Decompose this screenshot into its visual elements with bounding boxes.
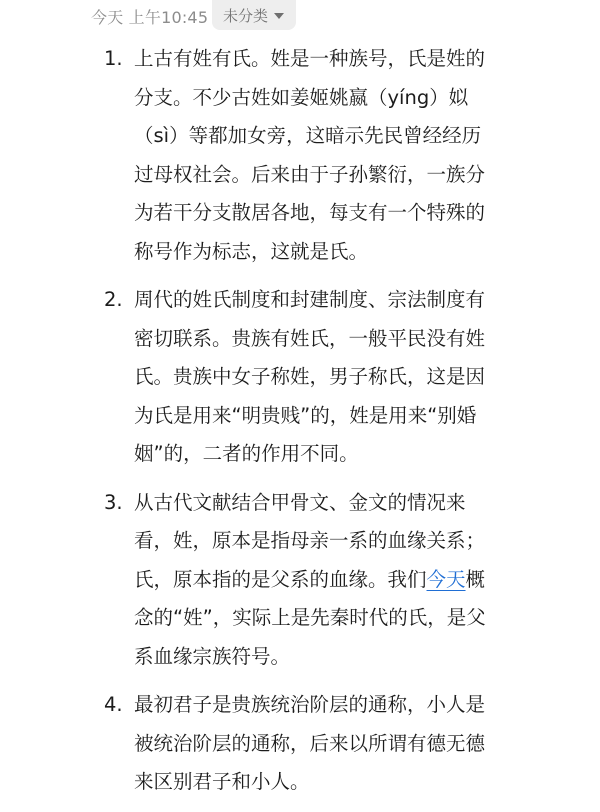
category-dropdown[interactable] xyxy=(212,0,296,30)
list-item[interactable] xyxy=(0,40,600,271)
list-item-text: 周代的姓氏制度和封建制度、宗法制度有密切联系。贵族有姓氏，一般平民没有姓氏。贵族中女子称姓，男子称氏，这是因为氏是用来“明贵贱”的，姓是用来“别婚姻”的，二者的作用不同。 xyxy=(134,288,486,465)
numbered-list xyxy=(0,40,600,812)
caret-down-icon xyxy=(274,13,284,19)
note-timestamp: 今天 上午10:45 xyxy=(91,8,209,27)
list-item[interactable] xyxy=(0,686,600,802)
note-header xyxy=(0,0,600,32)
list-item-text: 上古有姓有氏。姓是一种族号，氏是姓的分支。不少古姓如姜姬姚嬴（yíng）姒（sì）等都加女旁，这暗示先民曾经经历过母权社会。后来由于子孙繁衍，一族分为若干分支散居各地，每支有一个特殊的称号作为标志，这就是氏。 xyxy=(134,47,486,263)
list-item-number: 4. xyxy=(104,693,123,716)
today-link[interactable]: 今天 xyxy=(426,567,466,591)
list-item-text-after-link: 概念的“姓”，实际上是先秦时代的氏，是父系血缘宗族符号。 xyxy=(134,567,486,668)
list-item-text-before-link: 从古代文献结合甲骨文、金文的情况来看，姓，原本是指母亲一系的血缘关系；氏，原本指的是父系的血缘。我们 xyxy=(134,490,486,591)
list-item-number: 2. xyxy=(104,288,123,311)
list-item[interactable] xyxy=(0,281,600,474)
category-label: 未分类 xyxy=(223,6,269,25)
list-item-text xyxy=(134,484,499,677)
list-item-text: 最初君子是贵族统治阶层的通称，小人是被统治阶层的通称，后来以所谓有德无德来区别君子和小人。 xyxy=(134,693,486,793)
list-item-number: 1. xyxy=(104,47,123,70)
list-item-number: 3. xyxy=(104,490,123,514)
list-item[interactable] xyxy=(0,484,600,677)
